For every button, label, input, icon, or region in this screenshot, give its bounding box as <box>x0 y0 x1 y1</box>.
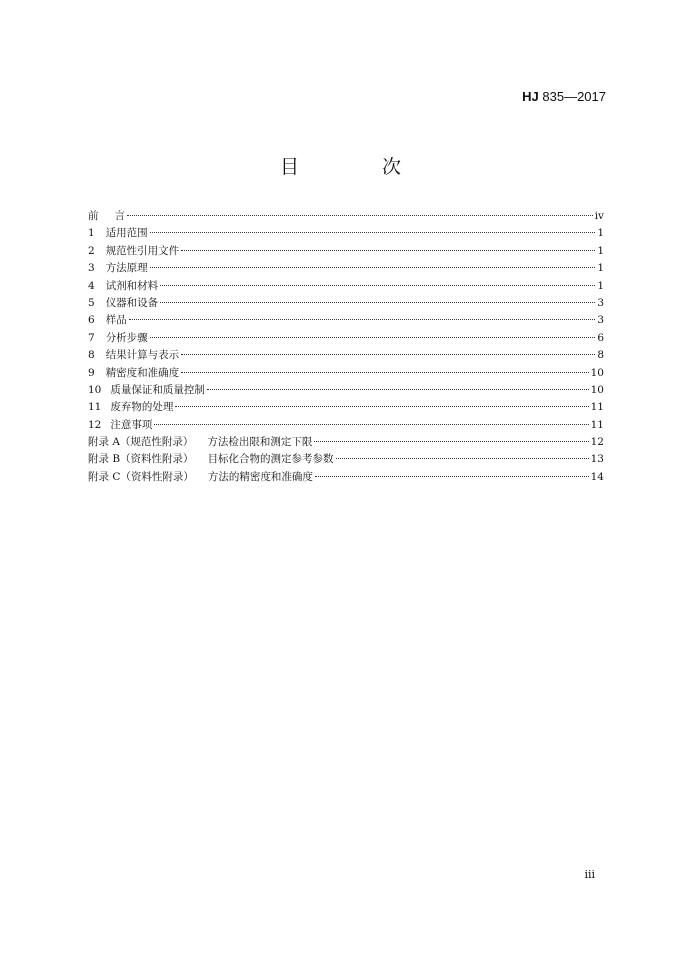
toc-entry-label: 适用范围 <box>105 227 148 240</box>
toc-entry-page: 3 <box>597 314 604 327</box>
standard-code-prefix: HJ <box>522 89 539 104</box>
toc-leader-dots <box>315 476 589 477</box>
toc-leader-dots <box>150 232 596 233</box>
toc-leader-dots <box>181 372 588 373</box>
toc-entry-number: 8 <box>88 349 95 362</box>
toc-entry-page: 14 <box>590 470 604 483</box>
toc-entry-page: 13 <box>590 453 604 466</box>
toc-entry-5[interactable] <box>88 295 604 312</box>
toc-entry-number: 11 <box>88 401 102 414</box>
toc-leader-dots <box>181 250 595 251</box>
toc-entry-page: 12 <box>590 436 604 449</box>
toc-entry-label: 仪器和设备 <box>105 296 159 309</box>
toc-entry-page: 10 <box>590 366 604 379</box>
table-of-contents <box>88 208 604 486</box>
toc-entry-10[interactable] <box>88 382 604 399</box>
toc-entry-label: 分析步骤 <box>105 331 148 344</box>
toc-entry-number: 附录 C（资料性附录） <box>88 470 194 483</box>
toc-entry-appendix-c[interactable] <box>88 469 604 486</box>
toc-entry-9[interactable] <box>88 365 604 382</box>
toc-entry-label: 试剂和材料 <box>105 279 159 292</box>
toc-entry-page: 6 <box>597 331 604 344</box>
toc-entry-number: 10 <box>88 383 102 396</box>
toc-entry-page: 3 <box>597 296 604 309</box>
toc-entry-4[interactable] <box>88 278 604 295</box>
toc-entry-number: 7 <box>88 331 95 344</box>
toc-leader-dots <box>129 319 596 320</box>
toc-entry-page: 1 <box>597 244 604 257</box>
toc-entry-label: 样品 <box>105 314 127 327</box>
toc-entry-number: 附录 B（资料性附录） <box>88 453 194 466</box>
standard-code-number: 835—2017 <box>538 89 606 104</box>
toc-entry-appendix-a[interactable] <box>88 434 604 451</box>
toc-leader-dots <box>336 458 589 459</box>
toc-entry-11[interactable] <box>88 399 604 416</box>
toc-entry-number: 1 <box>88 227 95 240</box>
toc-entry-page: 11 <box>590 418 604 431</box>
toc-leader-dots <box>154 424 588 425</box>
toc-entry-12[interactable] <box>88 417 604 434</box>
toc-entry-page: 11 <box>590 401 604 414</box>
toc-entry-7[interactable] <box>88 330 604 347</box>
toc-entry-label: 方法原理 <box>105 262 148 275</box>
toc-leader-dots <box>127 215 593 216</box>
toc-entry-page: 8 <box>597 349 604 362</box>
toc-entry-3[interactable] <box>88 260 604 277</box>
toc-leader-dots <box>175 406 588 407</box>
toc-leader-dots <box>160 302 595 303</box>
toc-entry-page: 1 <box>597 227 604 240</box>
toc-entry-label: 质量保证和质量控制 <box>110 383 205 396</box>
toc-entry-page: 10 <box>590 383 604 396</box>
toc-entry-foreword[interactable] <box>88 208 604 225</box>
toc-entry-number: 前 <box>88 210 99 222</box>
toc-entry-8[interactable] <box>88 347 604 364</box>
toc-entry-number: 12 <box>88 418 102 431</box>
toc-entry-page: 1 <box>597 279 604 292</box>
toc-entry-number: 5 <box>88 296 95 309</box>
page-title: 目 次 <box>279 156 433 178</box>
toc-entry-label: 精密度和准确度 <box>105 366 180 379</box>
toc-entry-number: 2 <box>88 244 95 257</box>
toc-leader-dots <box>160 285 595 286</box>
toc-entry-6[interactable] <box>88 312 604 329</box>
toc-entry-number: 4 <box>88 279 95 292</box>
toc-leader-dots <box>181 354 595 355</box>
toc-entry-label: 废弃物的处理 <box>110 401 174 414</box>
toc-entry-appendix-b[interactable] <box>88 451 604 468</box>
toc-entry-2[interactable] <box>88 243 604 260</box>
toc-leader-dots <box>150 337 596 338</box>
standard-code <box>522 89 606 104</box>
toc-entry-number: 3 <box>88 262 95 275</box>
toc-entry-number: 6 <box>88 314 95 327</box>
toc-entry-label: 方法检出限和测定下限 <box>207 436 313 449</box>
toc-entry-label: 注意事项 <box>110 418 153 431</box>
toc-entry-page: iv <box>594 210 604 222</box>
toc-leader-dots <box>207 389 589 390</box>
toc-entry-label: 目标化合物的测定参考参数 <box>207 453 334 466</box>
toc-entry-number: 附录 A（规范性附录） <box>88 436 194 449</box>
toc-entry-label: 言 <box>114 210 125 222</box>
toc-leader-dots <box>314 441 588 442</box>
toc-entry-1[interactable] <box>88 225 604 242</box>
toc-entry-number: 9 <box>88 366 95 379</box>
toc-entry-label: 结果计算与表示 <box>105 349 180 362</box>
toc-entry-label: 规范性引用文件 <box>105 244 180 257</box>
toc-entry-label: 方法的精密度和准确度 <box>207 470 313 483</box>
toc-entry-page: 1 <box>597 262 604 275</box>
page-number: iii <box>584 868 595 881</box>
toc-leader-dots <box>150 267 596 268</box>
